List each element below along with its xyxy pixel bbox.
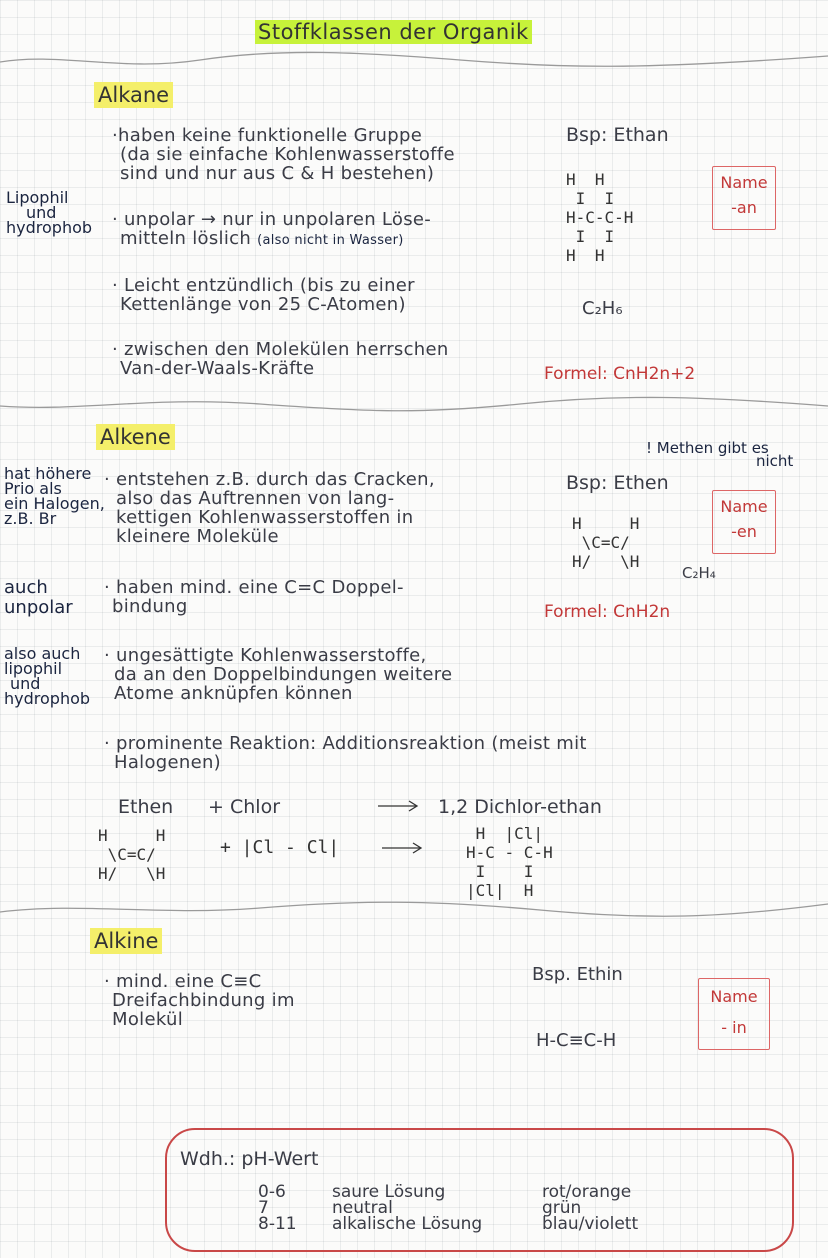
ethin-structure: H-C≡C-H	[536, 1030, 617, 1051]
reaction-reactant-chlor: Chlor	[230, 796, 281, 818]
reaction-chlor-structure: + |Cl - Cl|	[220, 837, 340, 858]
alkane-bullet-1: ·haben keine funktionelle Gruppe (da sie einfache Kohlenwasserstoffe sind und nur aus C & H bestehen)	[112, 125, 455, 184]
ph-note-heading: Wdh.: pH-Wert	[180, 1148, 319, 1170]
reaction-plus: +	[208, 796, 224, 818]
divider-wave-alkine	[0, 896, 828, 926]
divider-wave-top	[0, 48, 828, 78]
alkene-formula-label: Formel: CnH2n	[544, 602, 671, 622]
alkine-heading: Alkine	[90, 928, 162, 954]
divider-wave-alkene	[0, 392, 828, 422]
alkene-bullet-2: · haben mind. eine C=C Doppel- bindung	[104, 577, 404, 617]
alkene-side-note-lipophil: also auch lipophil und hydrophob	[4, 644, 91, 708]
ethan-structure: H H I I H-C-C-H I I H H	[566, 170, 634, 265]
alkane-bullet-3: · Leicht entzündlich (bis zu einer Kettenlänge von 25 C-Atomen)	[112, 275, 415, 315]
alkane-formula-label: Formel: CnH2n+2	[544, 364, 696, 384]
ph-note-rows: 0-6 saure Lösung rot/orange 7 neutral grün 8-11 alkalische Lösung blau/violett	[258, 1182, 639, 1234]
reaction-reactant-ethen: Ethen	[118, 796, 174, 818]
alkene-name-box: Name -en	[712, 490, 776, 554]
page-title: Stoffklassen der Organik	[255, 20, 532, 44]
alkene-methen-note: ! Methen gibt es nicht	[646, 439, 794, 470]
alkene-bullet-3: · ungesättigte Kohlenwasserstoffe, da an den Doppelbindungen weitere Atome anknüpfen können	[104, 645, 453, 704]
reaction-arrow-top	[376, 799, 420, 813]
ethen-sum-formula: C₂H₄	[682, 564, 716, 582]
alkene-side-note-priority: hat höhere Prio als ein Halogen, z.B. Br	[4, 464, 105, 528]
alkane-name-box: Name -an	[712, 166, 776, 230]
ethen-structure: H H \C=C/ H/ \H	[572, 514, 640, 571]
reaction-product: 1,2 Dichlor-ethan	[438, 796, 602, 818]
alkane-bullet-2: · unpolar → nur in unpolaren Löse- mitteln löslich (also nicht in Wasser)	[112, 209, 432, 249]
alkane-heading: Alkane	[94, 82, 173, 108]
alkene-heading: Alkene	[96, 424, 175, 450]
alkene-bullet-1: · entstehen z.B. durch das Cracken, also das Auftrennen von lang- kettigen Kohlenwasserstoffen in kleinere Moleküle	[104, 469, 435, 547]
reaction-dichlorethan-structure: H |Cl| H-C - C-H I I |Cl| H	[466, 824, 553, 900]
alkane-bullet-4: · zwischen den Molekülen herrschen Van-der-Waals-Kräfte	[112, 339, 449, 379]
alkane-side-note: Lipophil und hydrophob	[6, 188, 93, 237]
alkane-example-label: Bsp: Ethan	[566, 124, 669, 146]
alkine-bullet-1: · mind. eine C≡C Dreifachbindung im Molekül	[104, 971, 295, 1030]
alkene-side-note-unpolar: auch unpolar	[4, 577, 73, 618]
alkine-name-box: Name - in	[698, 978, 770, 1050]
alkene-example-label: Bsp: Ethen	[566, 472, 669, 494]
reaction-arrow-bottom	[380, 841, 424, 855]
ethan-sum-formula: C₂H₆	[582, 298, 623, 319]
reaction-ethen-structure: H H \C=C/ H/ \H	[98, 826, 166, 883]
alkene-bullet-4: · prominente Reaktion: Additionsreaktion (meist mit Halogenen)	[104, 733, 587, 773]
alkine-example-label: Bsp. Ethin	[532, 964, 623, 985]
